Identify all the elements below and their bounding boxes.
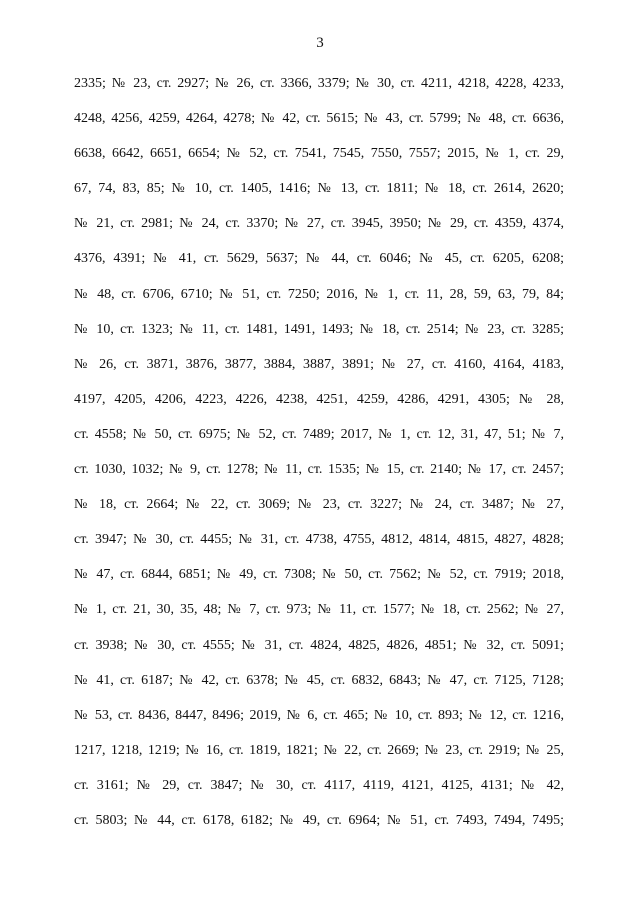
text-line-7: № 48, ст. 6706, 6710; № 51, ст. 7250; 2016, № 1, ст. 11, 28, 59, 63, 79, 84;	[74, 286, 564, 302]
text-line-8: № 10, ст. 1323; № 11, ст. 1481, 1491, 1493; № 18, ст. 2514; № 23, ст. 3285;	[74, 321, 564, 337]
text-line-5: № 21, ст. 2981; № 24, ст. 3370; № 27, ст. 3945, 3950; № 29, ст. 4359, 4374,	[74, 216, 564, 232]
text-line-4: 67, 74, 83, 85; № 10, ст. 1405, 1416; № 13, ст. 1811; № 18, ст. 2614, 2620;	[74, 181, 564, 197]
text-line-20: 1217, 1218, 1219; № 16, ст. 1819, 1821; № 22, ст. 2669; № 23, ст. 2919; № 25,	[74, 742, 564, 758]
text-line-11: ст. 4558; № 50, ст. 6975; № 52, ст. 7489; 2017, № 1, ст. 12, 31, 47, 51; № 7,	[74, 426, 564, 442]
text-line-1: 2335; № 23, ст. 2927; № 26, ст. 3366, 3379; № 30, ст. 4211, 4218, 4228, 4233,	[74, 76, 564, 91]
text-line-22: ст. 5803; № 44, ст. 6178, 6182; № 49, ст. 6964; № 51, ст. 7493, 7494, 7495;	[74, 812, 564, 828]
text-line-17: ст. 3938; № 30, ст. 4555; № 31, ст. 4824, 4825, 4826, 4851; № 32, ст. 5091;	[74, 637, 564, 653]
text-line-19: № 53, ст. 8436, 8447, 8496; 2019, № 6, ст. 465; № 10, ст. 893; № 12, ст. 1216,	[74, 707, 564, 723]
text-line-14: ст. 3947; № 30, ст. 4455; № 31, ст. 4738, 4755, 4812, 4814, 4815, 4827, 4828;	[74, 532, 564, 548]
document-body	[74, 74, 564, 846]
text-line-16: № 1, ст. 21, 30, 35, 48; № 7, ст. 973; № 11, ст. 1577; № 18, ст. 2562; № 27,	[74, 602, 564, 618]
text-line-21: ст. 3161; № 29, ст. 3847; № 30, ст. 4117, 4119, 4121, 4125, 4131; № 42,	[74, 777, 564, 793]
text-line-2: 4248, 4256, 4259, 4264, 4278; № 42, ст. 5615; № 43, ст. 5799; № 48, ст. 6636,	[74, 111, 564, 127]
text-line-18: № 41, ст. 6187; № 42, ст. 6378; № 45, ст. 6832, 6843; № 47, ст. 7125, 7128;	[74, 672, 564, 688]
text-line-13: № 18, ст. 2664; № 22, ст. 3069; № 23, ст. 3227; № 24, ст. 3487; № 27,	[74, 497, 564, 513]
text-line-10: 4197, 4205, 4206, 4223, 4226, 4238, 4251, 4259, 4286, 4291, 4305; № 28,	[74, 391, 564, 407]
text-line-3: 6638, 6642, 6651, 6654; № 52, ст. 7541, 7545, 7550, 7557; 2015, № 1, ст. 29,	[74, 146, 564, 162]
text-line-12: ст. 1030, 1032; № 9, ст. 1278; № 11, ст. 1535; № 15, ст. 2140; № 17, ст. 2457;	[74, 462, 564, 478]
text-line-9: № 26, ст. 3871, 3876, 3877, 3884, 3887, 3891; № 27, ст. 4160, 4164, 4183,	[74, 356, 564, 372]
text-line-6: 4376, 4391; № 41, ст. 5629, 5637; № 44, ст. 6046; № 45, ст. 6205, 6208;	[74, 251, 564, 267]
page-number: 3	[316, 35, 324, 51]
text-line-15: № 47, ст. 6844, 6851; № 49, ст. 7308; № 50, ст. 7562; № 52, ст. 7919; 2018,	[74, 567, 564, 583]
